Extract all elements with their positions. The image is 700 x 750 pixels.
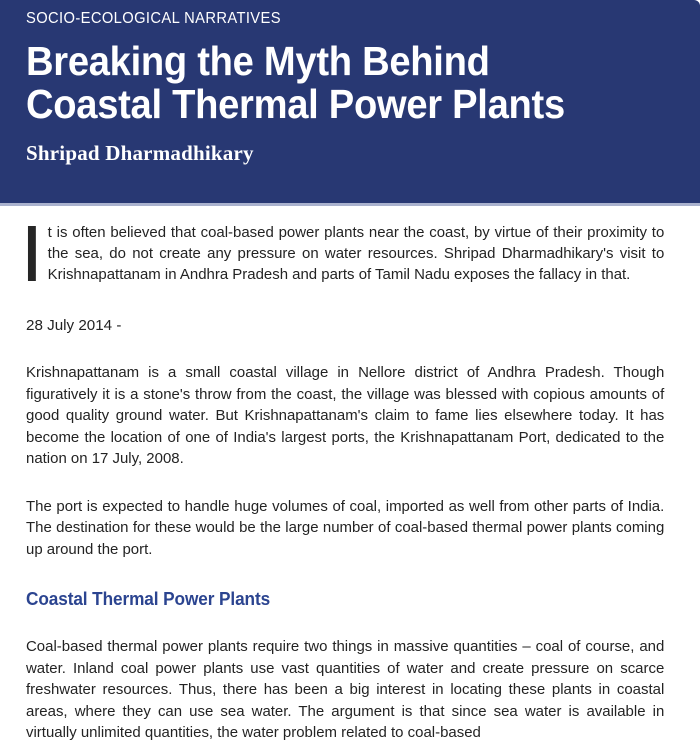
body-paragraph: The port is expected to handle huge volumes of coal, imported as well from other parts of India. The destination for these would be the large number of coal-based thermal power plants coming up around the port.	[26, 497, 665, 558]
standfirst-text: t is often believed that coal-based power plants near the coast, by virtue of their proximity to the sea, do not create any pressure on water resources. Shripad Dharmadhikary's visit to Krishnapattanam in Andhra Pradesh and parts of Tamil Nadu exposes the fallacy in that.	[47, 224, 665, 283]
section-heading: Coastal Thermal Power Plants	[26, 588, 271, 609]
page-title-line-2: Coastal Thermal Power Plants	[26, 81, 565, 128]
author-byline: Shripad Dharmadhikary	[26, 140, 254, 165]
article-masthead	[0, 0, 700, 203]
body-paragraph: Coal-based thermal power plants require two things in massive quantities – coal of course, and water. Inland coal power plants use vast quantities of water and create pressure on scarce freshwater resources. Thus, there has been a big interest in locating these plants in coastal areas, where they can use sea water. The argument is that since sea water is available in virtually unlimited quantities, the water problem related to coal-based	[26, 638, 665, 741]
standfirst-paragraph	[26, 222, 664, 285]
section-kicker: SOCIO-ECOLOGICAL NARRATIVES	[26, 10, 281, 27]
article-dateline: 28 July 2014 -	[26, 317, 122, 334]
masthead-divider	[0, 203, 700, 206]
page-title-line-1: Breaking the Myth Behind	[26, 38, 490, 84]
article-body	[0, 222, 700, 744]
body-paragraph: Krishnapattanam is a small coastal village in Nellore district of Andhra Pradesh. Though figuratively it is a stone's throw from the coast, the village was blessed with copious amounts of good quality ground water. But Krishnapattanam's claim to fame lies elsewhere today. It has become the location of one of India's largest ports, the Krishnapattanam Port, dedicated to the nation on 17 July, 2008.	[26, 364, 665, 467]
dropcap-initial	[28, 226, 36, 281]
page-title	[26, 40, 629, 127]
